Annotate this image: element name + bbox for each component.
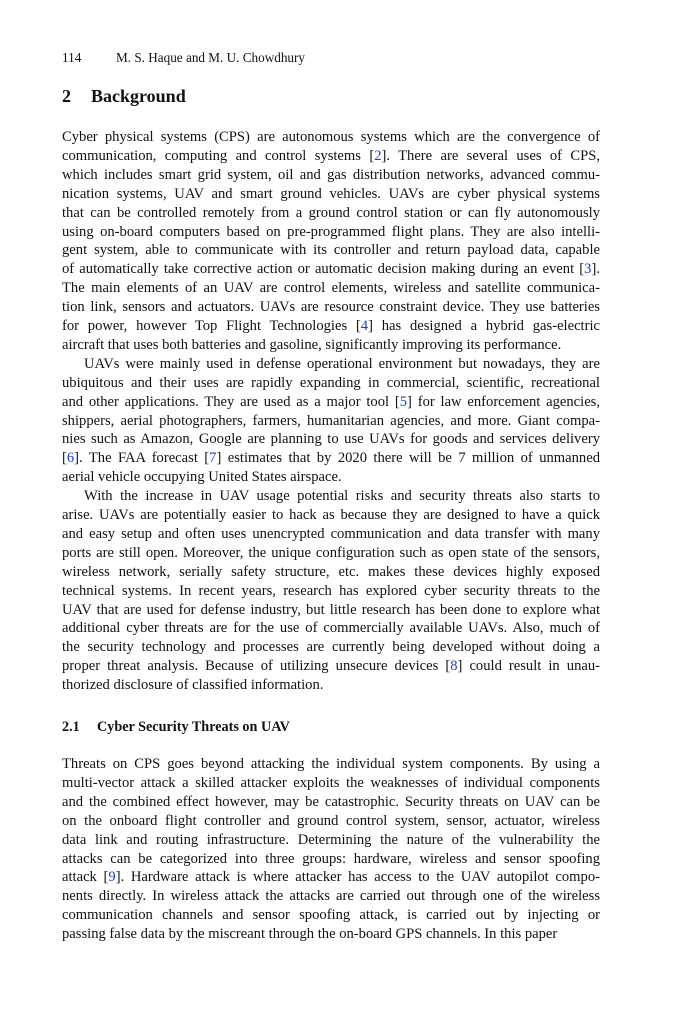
text-line: of automatically take corrective action or automatic decision making during an event [3]. [62,261,600,278]
subsection-heading [62,719,290,736]
paragraph-3 [62,487,600,695]
text-line: technical systems. In recent years, research has explored cyber security threats to the [62,582,600,599]
subsection-number: 2.1 [62,719,80,735]
text-line: additional cyber threats are for the use of commercially available UAVs. Also, much of [62,620,600,637]
text-line: UAV that are used for defense industry, but little research has been done to explore what [62,601,600,618]
text-line: passing false data by the miscreant through the on-board GPS channels. In this paper [62,926,558,943]
text-line: that can be controlled remotely from a ground control station or can fly autonomously [62,204,600,221]
citation-link[interactable]: 6 [66,450,75,467]
citation-link[interactable]: 2 [374,147,382,164]
text-line: With the increase in UAV usage potential risks and security threats also starts to [84,488,600,505]
text-line: shippers, aerial photographers, farmers, humanitarian agencies, and more. Giant compa- [62,412,600,429]
text-line: on the onboard flight controller and ground control system, sensor, actuator, wireless [62,812,600,829]
text-line: The main elements of an UAV are control elements, wireless and satellite communica- [62,280,600,297]
running-authors: M. S. Haque and M. U. Chowdhury [116,50,306,65]
text-line: ports are still open. Moreover, the unique configuration such as open state of the sensors, [62,544,600,561]
citation-link[interactable]: 5 [399,393,408,410]
text-line: UAVs were mainly used in defense operational environment but nowadays, they are [84,355,600,372]
text-line: Cyber physical systems (CPS) are autonomous systems which are the convergence of [62,129,600,145]
paragraph-1 [62,128,600,355]
page-number: 114 [62,50,82,65]
text-line: and easy setup and often uses unencrypted communication and data transfer with many [62,525,600,542]
text-line: communication, computing and control systems [2]. There are several uses of CPS, [62,147,600,164]
text-line: nication systems, UAV and smart ground vehicles. UAVs are cyber physical systems [62,185,600,202]
text-line: arise. UAVs are potentially easier to hack as because they are designed to have a quick [62,507,600,523]
text-line: wireless network, serially safety structure, etc. makes these devices highly exposed [62,563,600,580]
text-line: tion link, sensors and actuators. UAVs are resource constraint device. They use batteries [62,299,600,316]
text-line: aircraft that uses both batteries and gasoline, significantly improving its performance. [62,336,562,353]
text-line: attacks can be categorized into three groups: hardware, wireless and sensor spoofing [62,850,600,867]
text-line: and other applications. They are used as a major tool [5] for law enforcement agencies, [62,393,600,410]
text-line: communication channels and sensor spoofing attack, is carried out by injecting or [62,907,600,924]
text-line: data link and routing infrastructure. Determining the nature of the vulnerability the [62,831,600,848]
text-line: gent system, able to communicate with its controller and return payload data, capable [62,242,600,259]
text-line: aerial vehicle occupying United States airspace. [62,469,342,486]
text-line: using on-board computers based on pre-programmed flight plans. They are also intelli- [62,223,600,240]
text-line: for power, however Top Flight Technologies [4] has designed a hybrid gas-electric [62,318,600,335]
text-line: [6]. The FAA forecast [7] estimates that by 2020 there will be 7 million of unmanned [62,450,601,467]
citation-link[interactable]: 9 [108,869,116,886]
text-line: ubiquitous and their uses are rapidly expanding in commercial, scientific, recreational [62,374,600,391]
citation-link[interactable]: 4 [360,318,369,335]
text-line: thorized disclosure of classified information. [62,677,324,694]
section-number: 2 [62,86,71,106]
section-heading [62,86,186,107]
text-line: Threats on CPS goes beyond attacking the individual system components. By using a [62,756,600,772]
text-line: nents directly. In wireless attack the attacks are carried out through one of the wireless [62,888,600,905]
text-line: attack [9]. Hardware attack is where attacker has access to the UAV autopilot compo- [62,869,600,886]
text-line: multi-vector attack a skilled attacker exploits the weaknesses of individual components [62,774,600,791]
text-line: the security technology and processes are currently being developed without doing a [62,639,600,656]
text-line: nies such as Amazon, Google are planning to use UAVs for goods and services delivery [62,431,600,448]
text-line: proper threat analysis. Because of utilizing unsecure devices [8] could result in unau- [62,658,600,675]
citation-link[interactable]: 7 [209,450,217,467]
paragraph-2 [62,355,600,487]
subsection-paragraph-1 [62,755,600,944]
section-title: Background [91,86,186,106]
running-header [62,50,305,66]
subsection-title: Cyber Security Threats on UAV [97,719,290,735]
text-line: and the combined effect however, may be catastrophic. Security threats on UAV can be [62,793,600,810]
citation-link[interactable]: 3 [584,261,592,278]
citation-link[interactable]: 8 [450,658,458,675]
text-line: which includes smart grid system, oil and gas distribution networks, advanced commu- [62,166,600,183]
